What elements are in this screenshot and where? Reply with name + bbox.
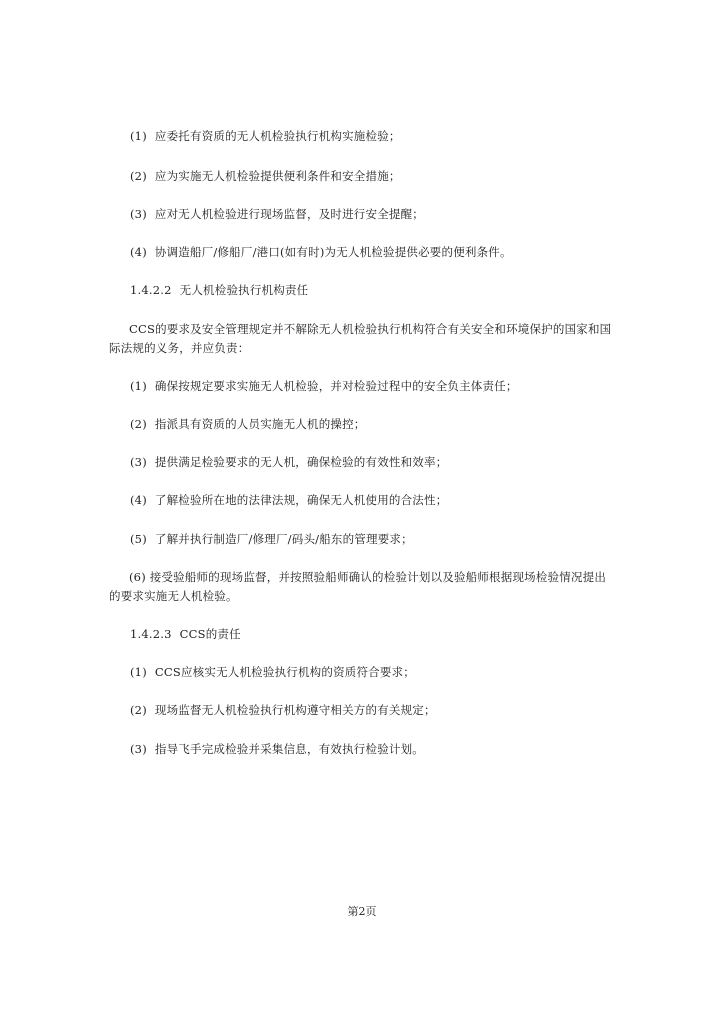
section-heading-1422 — [109, 281, 615, 300]
item-text: CCS应核实无人机检验执行机构的资质符合要求； — [154, 665, 415, 679]
list-item — [109, 740, 615, 759]
item-number: (4) — [130, 245, 147, 259]
item-number: (1) — [130, 665, 147, 679]
list-item — [109, 453, 615, 472]
item-number: (4) — [130, 493, 147, 507]
section-number: 1.4.2.2 — [130, 283, 172, 297]
item-number: (1) — [130, 129, 147, 143]
list-item — [109, 205, 615, 224]
item-number: (2) — [130, 703, 147, 717]
item-number: (2) — [130, 417, 147, 431]
item-text: 应对无人机检验进行现场监督，及时进行安全提醒； — [154, 207, 424, 221]
paragraph-ccs-requirements: CCS的要求及安全管理规定并不解除无人机检验执行机构符合有关安全和环境保护的国家和国际法规的义务，并应负责： — [109, 322, 612, 355]
item-number: (3) — [130, 742, 147, 756]
section-number: 1.4.2.3 — [130, 627, 172, 641]
item-text: 应为实施无人机检验提供便利条件和安全措施； — [154, 169, 401, 183]
list-item — [109, 127, 615, 146]
list-item — [109, 415, 615, 434]
list-item — [109, 167, 615, 186]
item-number: (3) — [130, 207, 147, 221]
section-title: 无人机检验执行机构责任 — [179, 283, 309, 297]
item-number: (3) — [130, 455, 147, 469]
list-item — [109, 491, 615, 510]
item-number: (1) — [130, 379, 147, 393]
item-text: 确保按规定要求实施无人机检验，并对检验过程中的安全负主体责任； — [154, 379, 518, 393]
paragraph-item-6: (6) 接受验船师的现场监督，并按照验船师确认的检验计划以及验船师根据现场检验情况提出的要求实施无人机检验。 — [109, 570, 607, 603]
list-item — [109, 243, 615, 262]
item-text: 协调造船厂/修船厂/港口(如有时)为无人机检验提供必要的便利条件。 — [154, 245, 512, 259]
list-item — [109, 663, 615, 682]
item-text: 提供满足检验要求的无人机，确保检验的有效性和效率； — [154, 455, 448, 469]
list-item — [109, 377, 615, 396]
item-text: 指导飞手完成检验并采集信息，有效执行检验计划。 — [154, 742, 424, 756]
item-number: (2) — [130, 169, 147, 183]
item-text: 指派具有资质的人员实施无人机的操控； — [154, 417, 366, 431]
list-item — [109, 701, 615, 720]
item-number: (5) — [130, 532, 147, 546]
item-text: 现场监督无人机检验执行机构遵守相关方的有关规定； — [154, 703, 436, 717]
section-heading-1423 — [109, 625, 615, 644]
item-text: 应委托有资质的无人机检验执行机构实施检验； — [154, 129, 401, 143]
list-item — [109, 530, 615, 549]
page-number: 第2页 — [347, 905, 377, 918]
section-title: CCS的责任 — [179, 627, 241, 641]
item-text: 了解并执行制造厂/修理厂/码头/船东的管理要求； — [154, 532, 413, 546]
item-text: 了解检验所在地的法律法规，确保无人机使用的合法性； — [154, 493, 448, 507]
